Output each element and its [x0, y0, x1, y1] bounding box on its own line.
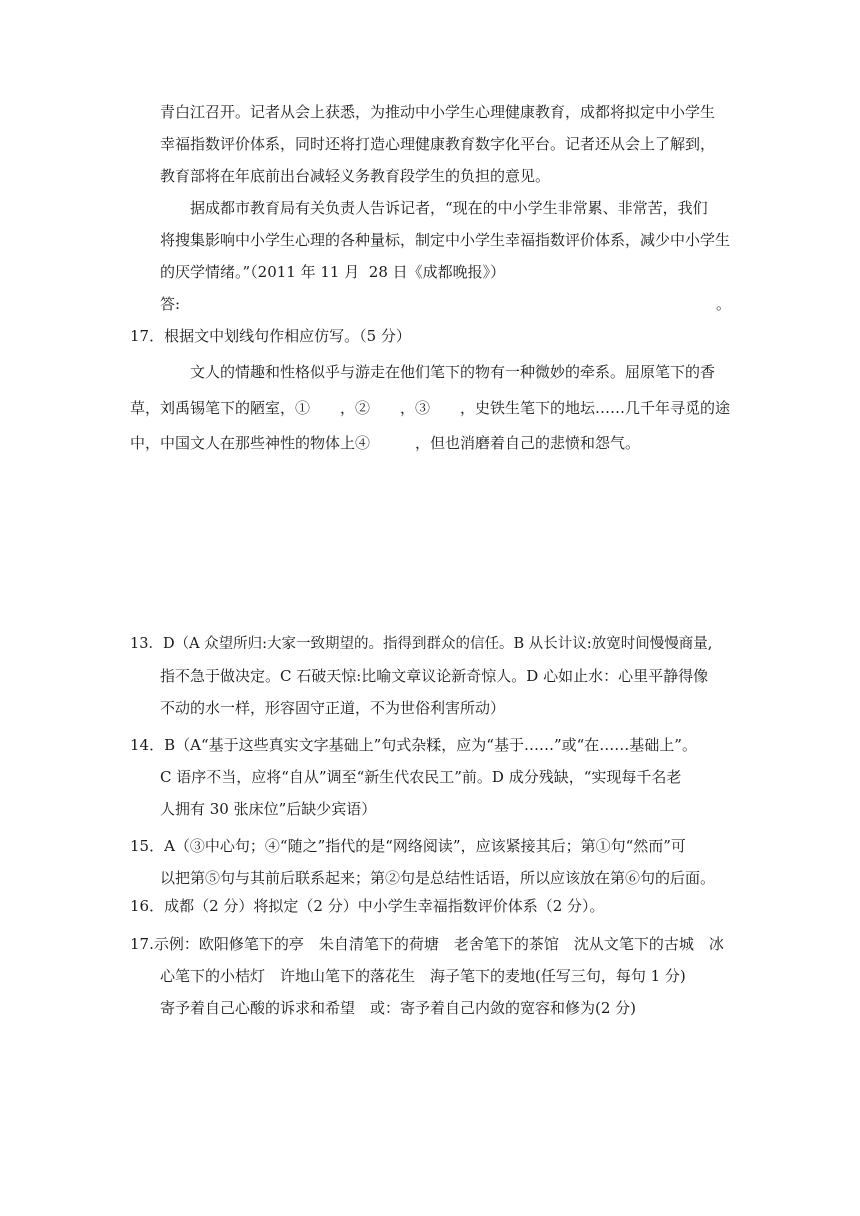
answer-blank-end: 。 — [716, 295, 732, 313]
passage-line: 据成都市教育局有关负责人告诉记者，“现在的中小学生非常累、非常苦，我们 — [190, 199, 708, 217]
answer-13-line: 13．D（A 众望所归:大家一致期望的。指得到群众的信任。B 从长计议:放宽时间慢慢商量, — [130, 636, 713, 652]
answer-14-line: C 语序不当，应将“自从”调至“新生代农民工”前。D 成分残缺，“实现每千名老 — [160, 768, 682, 786]
answer-17-line: 17.示例：欧阳修笔下的亭 朱自清笔下的荷塘 老舍笔下的茶馆 沈从文笔下的古城 冰 — [130, 935, 724, 953]
answer-13-line: 不动的水一样，形容固守正道，不为世俗利害所动） — [160, 699, 506, 717]
answer-15-line: 以把第⑤句与其前后联系起来；第②句是总结性话语，所以应该放在第⑥句的后面。 — [160, 869, 716, 887]
question-title: 17．根据文中划线句作相应仿写。（5 分） — [130, 327, 411, 345]
answer-15-line: 15．A（③中心句；④“随之”指代的是“网络阅读”，应该紧接其后；第①句“然而”可 — [130, 837, 686, 855]
answer-label: 答: — [160, 295, 181, 313]
passage-line: 青白江召开。记者从会上获悉，为推动中小学生心理健康教育，成都将拟定中小学生 — [160, 103, 716, 121]
question-line: 草，刘禹锡笔下的陋室，① ，② ，③ ，史铁生笔下的地坛……几千年寻觅的途 — [130, 399, 731, 417]
passage-line: 教育部将在年底前出台减轻义务教育段学生的负担的意见。 — [160, 167, 551, 185]
answer-14-line: 人拥有 30 张床位”后缺少宾语） — [160, 800, 377, 818]
question-line: 文人的情趣和性格似乎与游走在他们笔下的物有一种微妙的牵系。屈原笔下的香 — [190, 363, 716, 381]
answer-13-line: 指不急于做决定。C 石破天惊:比喻文章议论新奇惊人。D 心如止水：心里平静得像 — [160, 667, 709, 685]
answer-16-line: 16．成都（2 分）将拟定（2 分）中小学生幸福指数评价体系（2 分）。 — [130, 897, 605, 915]
answer-17-line: 心笔下的小桔灯 许地山笔下的落花生 海子笔下的麦地(任写三句，每句 1 分) — [160, 967, 686, 985]
answer-17-line: 寄予着自己心酸的诉求和希望 或：寄予着自己内敛的宽容和修为(2 分) — [160, 999, 637, 1017]
question-line: 中，中国文人在那些神性的物体上④ ，但也消磨着自己的悲愤和怨气。 — [130, 434, 641, 452]
passage-line: 将搜集影响中小学生心理的各种量标，制定中小学生幸福指数评价体系，减少中小学生 — [160, 231, 731, 249]
passage-line: 幸福指数评价体系，同时还将打造心理健康教育数字化平台。记者还从会上了解到， — [160, 135, 716, 153]
answer-14-line: 14．B（A“基于这些真实文字基础上”句式杂糅，应为“基于……”或“在……基础上”。 — [130, 736, 697, 754]
passage-line: 的厌学情绪。”（2011 年 11 月 28 日《成都晚报》） — [160, 263, 506, 281]
